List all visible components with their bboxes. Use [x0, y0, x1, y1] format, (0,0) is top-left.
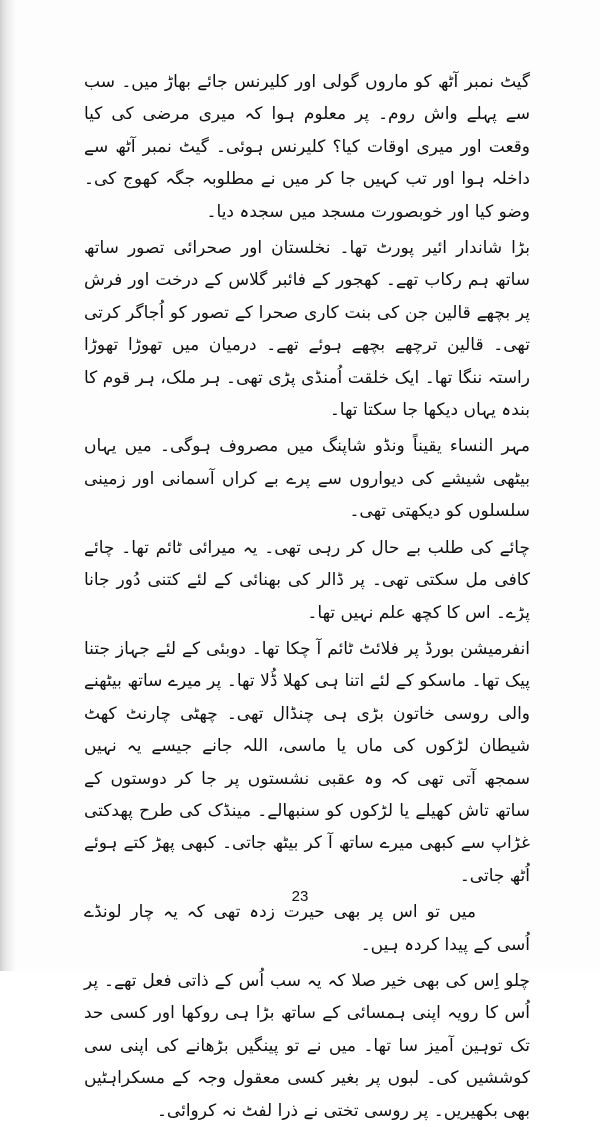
- page-edge-shadow: [0, 0, 16, 971]
- paragraph-5: انفرمیشن بورڈ پر فلائٹ ٹائم آ چکا تھا۔ دوبئی کے لئے جہاز جتنا پیک تھا۔ ماسکو کے لئے اتنا ہی کھلا ڈُلا تھا۔ پر میرے ساتھ بیٹھنے والی روسی خاتون بڑی ہی چنڈال تھی۔ چھٹی چارنٹ کھٹ شیطان لڑکوں کی ماں یا ماسی، اللہ جانے جیسے یہ نہیں سمجھ آتی تھی کہ وہ عقبی نشستوں پر جا کر دوستوں کے ساتھ تاش کھیلے یا لڑکوں کو سنبھالے۔ مینڈک کی طرح پھدکتی غڑاپ سے کبھی میرے ساتھ آ کر بیٹھ جاتی۔ کبھی پھڑ کتے ہوئے اُٹھ جاتی۔: [84, 638, 530, 886]
- paragraph-7: چلو اِس کی بھی خیر صلا کہ یہ سب اُس کے ذاتی فعل تھے۔ پر اُس کا رویہ اپنی ہمسائی کے ساتھ بڑا ہی روکھا اور کسی حد تک توہین آمیز سا تھا۔ میں نے تو پینگیں بڑھانے کی اپنی سی کوششیں کی۔ لبوں پر بغیر کسی معقول وجہ کے مسکراہٹیں بھی بکھیریں۔ پر روسی تختی نے ذرا لفٹ نہ کروائی۔: [84, 970, 530, 1121]
- paragraph-6: میں تو اس پر بھی حیرت زدہ تھی کہ یہ چار لونڈے اُسی کے پیدا کردہ ہیں۔: [84, 902, 530, 955]
- paragraph-1: گیٹ نمبر آٹھ کو ماروں گولی اور کلیرنس جائے بھاڑ میں۔ سب سے پہلے واش روم۔ پر معلوم ہوا کہ میری مرضی کی کیا وقعت اور میری اوقات کیا؟ کلیرنس ہوئی۔ گیٹ نمبر آٹھ سے داخلہ ہوا اور تب کہیں جا کر میں نے مطلوبہ جگہ کھوج کی۔ وضو کیا اور خوبصورت مسجد میں سجدہ دیا۔: [84, 72, 530, 222]
- paragraph-3: مہر النساء یقیناً ونڈو شاپنگ میں مصروف ہوگی۔ میں یہاں بیٹھی شیشے کی دیواروں سے پرے بے کراں آسمانی اور زمینی سلسلوں کو دیکھتی تھی۔: [84, 436, 530, 522]
- page-number: 23: [291, 888, 309, 905]
- paragraph-2: بڑا شاندار ائیر پورٹ تھا۔ نخلستان اور صحرائی تصور ساتھ ساتھ ہم رکاب تھے۔ کھجور کے فائبر گلاس کے درخت اور فرش پر بچھے قالین جن کی بنت کاری صحرا کے تصور کو اُجاگر کرتی تھی۔ قالین ترچھے بچھے ہوئے تھے۔ درمیان میں تھوڑا تھوڑا راستہ ننگا تھا۔ ایک خلقت اُمنڈی پڑی تھی۔ ہر ملک، ہر قوم کا بندہ یہاں دیکھا جا سکتا تھا۔: [84, 238, 530, 421]
- body-text: [84, 66, 530, 1127]
- paragraph-4: چائے کی طلب بے حال کر رہی تھی۔ یہ میرائی ٹائم تھا۔ چائے کافی مل سکتی تھی۔ پر ڈالر کی بھنائی کے لئے کتنی دُور جانا پڑے۔ اس کا کچھ علم نہیں تھا۔: [84, 537, 530, 623]
